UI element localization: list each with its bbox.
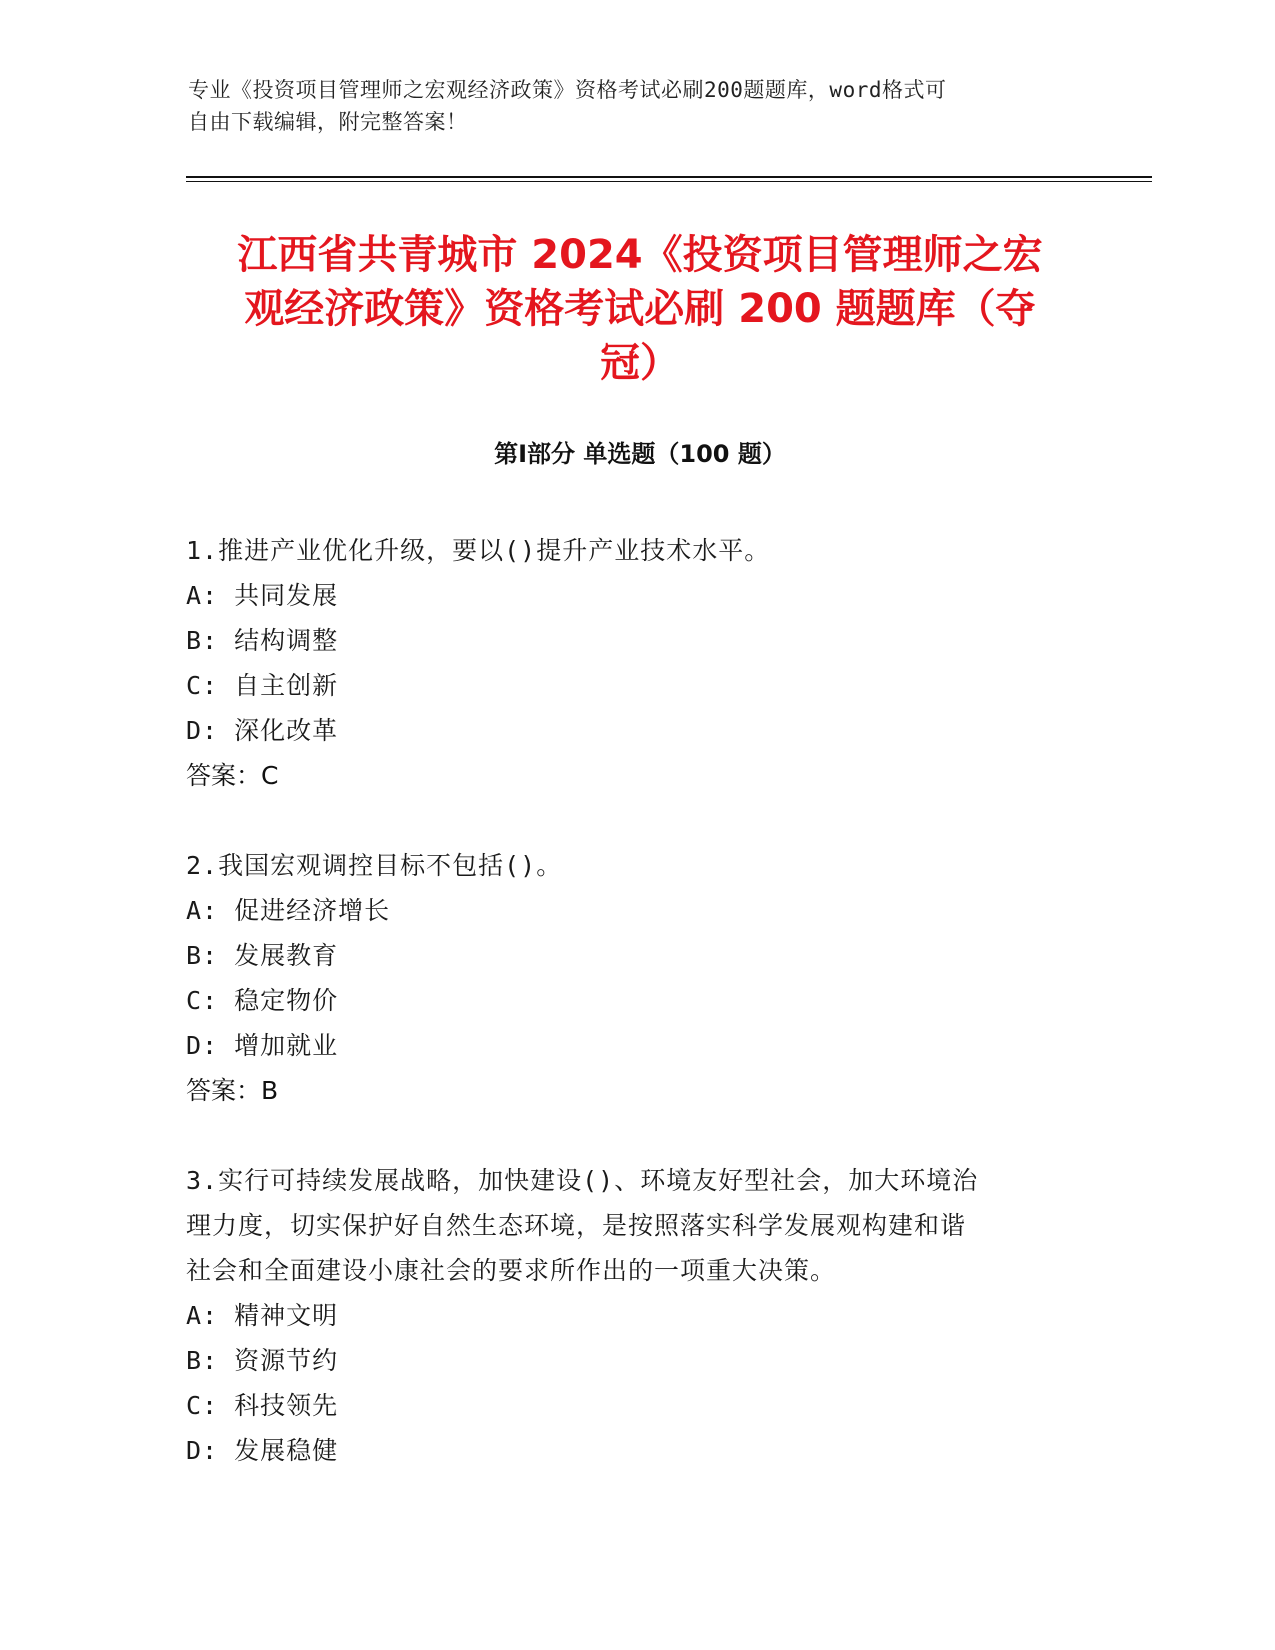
question-stem-line-3: 社会和全面建设小康社会的要求所作出的一项重大决策。 xyxy=(186,1256,837,1285)
title-line-1: 江西省共青城市 2024《投资项目管理师之宏 xyxy=(237,232,1043,278)
answer: 答案：B xyxy=(186,1076,279,1105)
question-stem-line-2: 理力度，切实保护好自然生态环境，是按照落实科学发展观构建和谐 xyxy=(186,1211,967,1240)
title-line-3: 冠） xyxy=(600,340,680,386)
option-d: D: 深化改革 xyxy=(186,716,339,745)
option-a: A: 共同发展 xyxy=(186,581,339,610)
option-c: C: 科技领先 xyxy=(186,1391,339,1420)
header-note xyxy=(188,74,1068,138)
option-b: B: 发展教育 xyxy=(186,941,339,970)
option-b: B: 资源节约 xyxy=(186,1346,339,1375)
section-title: 第Ⅰ部分 单选题（100 题） xyxy=(494,440,786,468)
option-c: C: 稳定物价 xyxy=(186,986,339,1015)
question-stem: 2.我国宏观调控目标不包括()。 xyxy=(186,851,563,880)
title-line-2: 观经济政策》资格考试必刷 200 题题库（夺 xyxy=(244,286,1036,332)
document-title xyxy=(180,228,1100,390)
header-rule-thick xyxy=(186,176,1152,178)
option-a: A: 精神文明 xyxy=(186,1301,339,1330)
question-list xyxy=(186,528,1086,1473)
answer: 答案：C xyxy=(186,761,279,790)
option-c: C: 自主创新 xyxy=(186,671,339,700)
question-stem-line-1: 3.实行可持续发展战略，加快建设()、环境友好型社会，加大环境治 xyxy=(186,1166,979,1195)
option-d: D: 发展稳健 xyxy=(186,1436,339,1465)
question-stem: 1.推进产业优化升级，要以()提升产业技术水平。 xyxy=(186,536,771,565)
question-1 xyxy=(186,528,1086,798)
question-2 xyxy=(186,843,1086,1113)
option-d: D: 增加就业 xyxy=(186,1031,339,1060)
question-spacer xyxy=(186,1113,1086,1158)
option-a: A: 促进经济增长 xyxy=(186,896,391,925)
header-rule-thin xyxy=(186,181,1152,182)
question-3 xyxy=(186,1158,1086,1473)
header-note-line-2: 自由下载编辑，附完整答案！ xyxy=(188,110,468,134)
option-b: B: 结构调整 xyxy=(186,626,339,655)
question-spacer xyxy=(186,798,1086,843)
header-note-line-1: 专业《投资项目管理师之宏观经济政策》资格考试必刷200题题库，word格式可 xyxy=(188,78,947,102)
